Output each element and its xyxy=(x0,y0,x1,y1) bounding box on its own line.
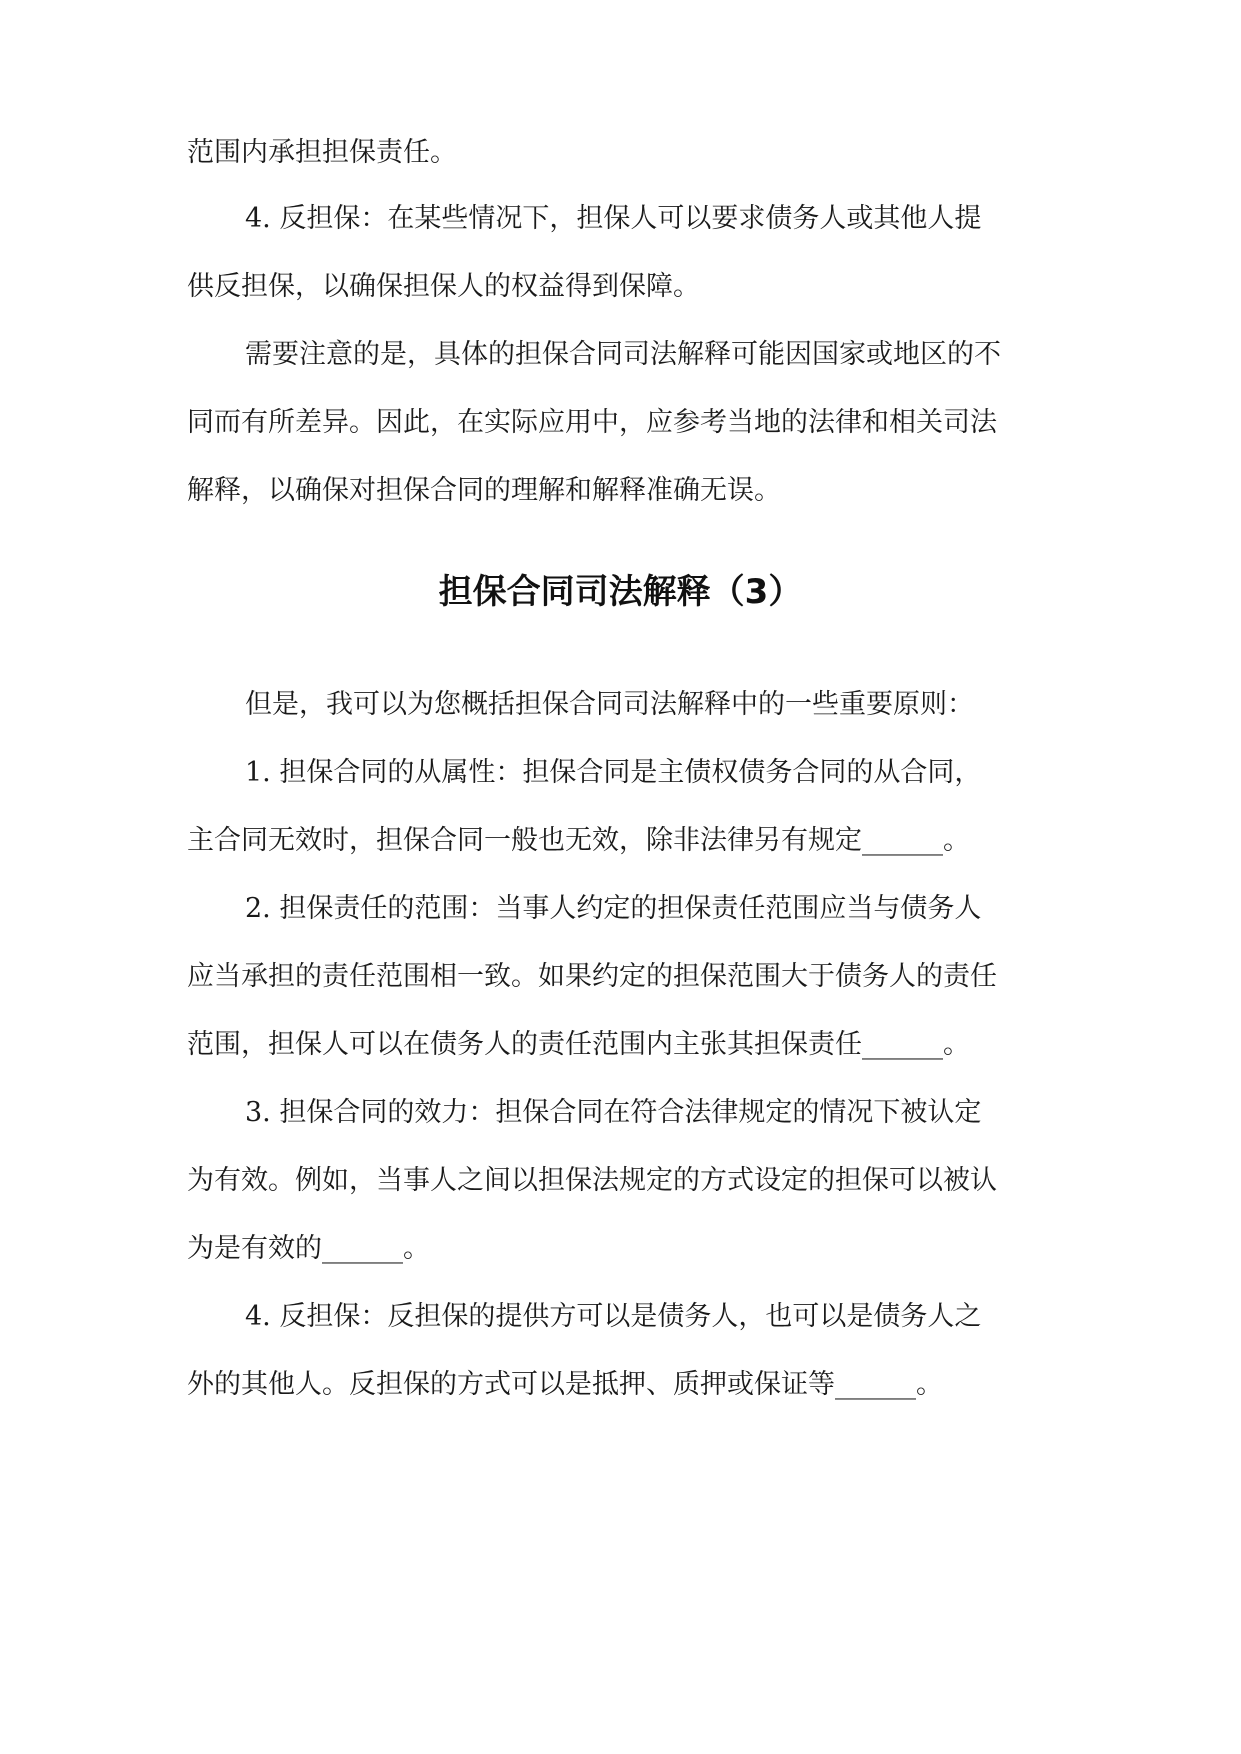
paragraph-line: 供反担保，以确保担保人的权益得到保障。 xyxy=(187,271,700,302)
paragraph-line: 解释，以确保对担保合同的理解和解释准确无误。 xyxy=(187,475,781,506)
paragraph-line: 应当承担的责任范围相一致。如果约定的担保范围大于债务人的责任 xyxy=(187,961,997,992)
paragraph-line: 但是，我可以为您概括担保合同司法解释中的一些重要原则： xyxy=(245,689,974,720)
paragraph-line: 外的其他人。反担保的方式可以是抵押、质押或保证等______。 xyxy=(187,1369,943,1400)
paragraph-line: 3. 担保合同的效力：担保合同在符合法律规定的情况下被认定 xyxy=(245,1097,982,1128)
section-heading: 担保合同司法解释（3） xyxy=(438,572,803,612)
paragraph-line: 2. 担保责任的范围：当事人约定的担保责任范围应当与债务人 xyxy=(245,893,982,924)
paragraph-line: 为是有效的______。 xyxy=(187,1233,430,1264)
paragraph-line: 需要注意的是，具体的担保合同司法解释可能因国家或地区的不 xyxy=(245,339,1001,370)
paragraph-line: 4. 反担保：反担保的提供方可以是债务人，也可以是债务人之 xyxy=(245,1301,982,1332)
paragraph-line: 范围，担保人可以在债务人的责任范围内主张其担保责任______。 xyxy=(187,1029,970,1060)
paragraph-line: 4. 反担保：在某些情况下，担保人可以要求债务人或其他人提 xyxy=(245,203,982,234)
paragraph-line: 主合同无效时，担保合同一般也无效，除非法律另有规定______。 xyxy=(187,825,970,856)
paragraph-line: 范围内承担担保责任。 xyxy=(187,137,457,168)
paragraph-line: 同而有所差异。因此，在实际应用中，应参考当地的法律和相关司法 xyxy=(187,407,997,438)
paragraph-line: 为有效。例如，当事人之间以担保法规定的方式设定的担保可以被认 xyxy=(187,1165,997,1196)
paragraph-line: 1. 担保合同的从属性：担保合同是主债权债务合同的从合同， xyxy=(245,757,982,788)
